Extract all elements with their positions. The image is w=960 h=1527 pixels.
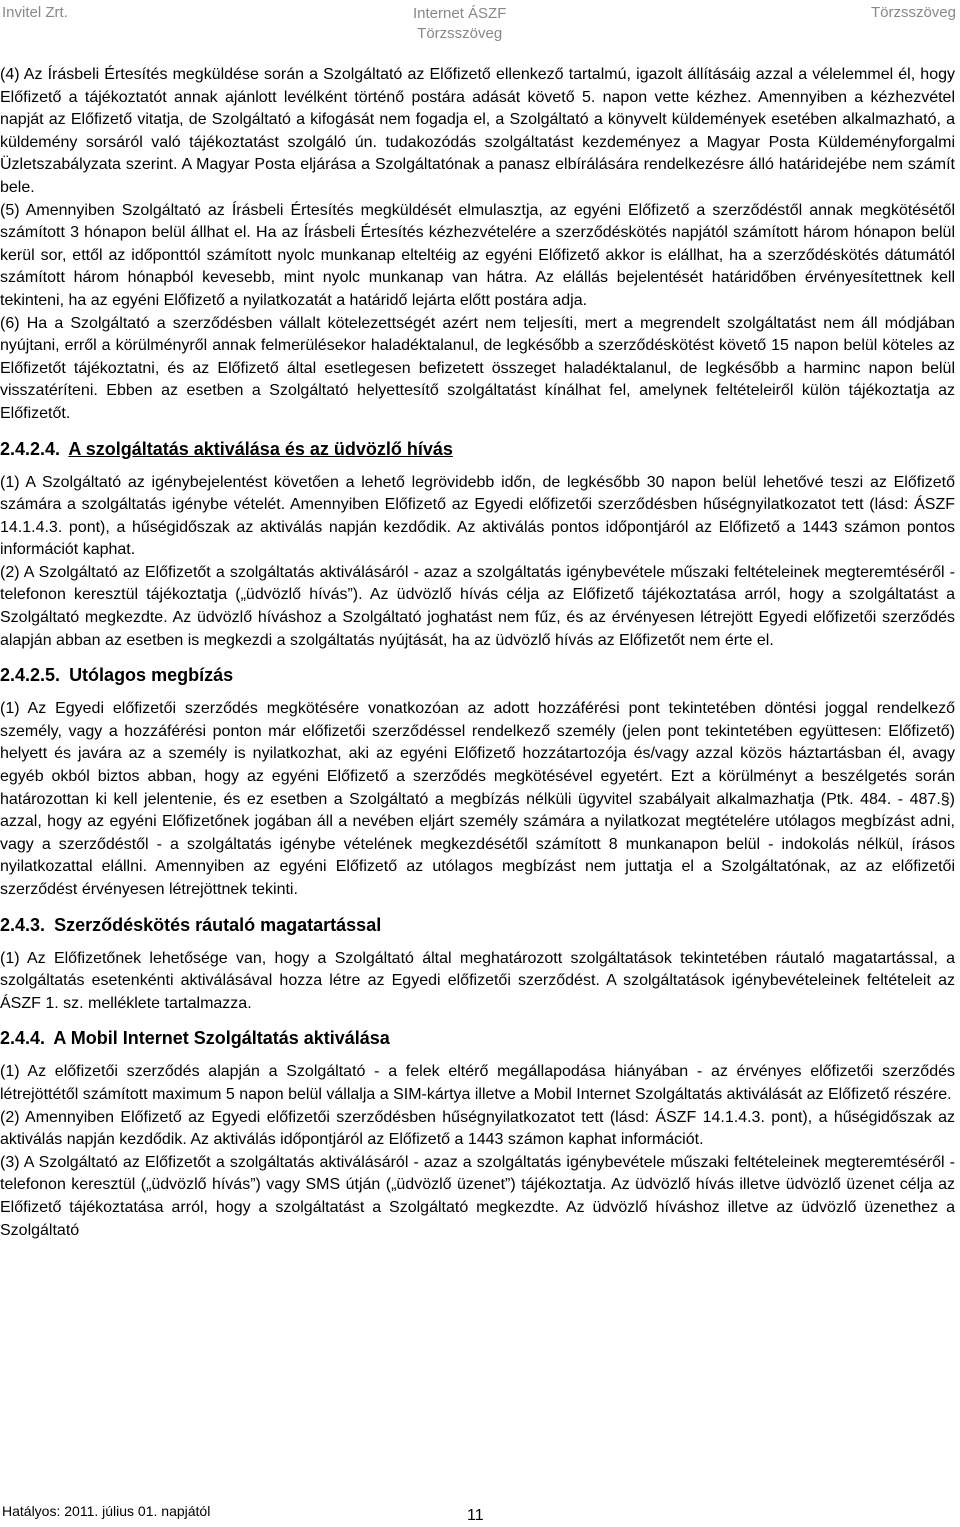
- section-title: Utólagos megbízás: [69, 665, 234, 686]
- section-2424-paragraph-1: (1) A Szolgáltató az igénybejelentést követően a lehető legrövidebb időn, de legkésőbb 30 napon belül lehetővé teszi az Előfizető számára a szolgáltatás igénybe vételét. Amennyiben Előfizető az Egyedi előfizetői szerződésben hűségnyilatkozatot tett (lásd: ÁSZF 14.1.4.3. pont), a hűségidőszak az aktiválás napján kezdődik. Az aktiválás pontos időpontjáról az Előfizető a 1443 számon pontos információt kaphat.: [0, 473, 955, 559]
- header-section-label: Törzsszöveg: [870, 4, 956, 21]
- paragraph-5: (5) Amennyiben Szolgáltató az Írásbeli Értesítés megküldését elmulasztja, az egyéni Előfizető a szerződéstől annak megkötésétől számított 3 hónapon belül állhat el. Ha az Írásbeli Értesítés kézhezvételére a szerződéskötés napjától számított három hónapon belül kerül sor, ettől az időponttól számított nyolc munkanap elteltéig az egyéni Előfizető akkor is elállhat, ha a szerződéskötés dátumától számított három hónapból kevesebb, mint nyolc munkanap van hátra. Az elállás bejelentését határidőben érvényesítettnek kell tekinteni, ha az egyéni Előfizető a nyilatkozatát a határidő lejárta előtt postára adja.: [0, 201, 955, 309]
- section-number: 2.4.3.: [0, 914, 46, 935]
- section-heading-243: [0, 914, 955, 936]
- section-heading-2425: [0, 664, 955, 686]
- section-244-paragraph-1: (1) Az előfizetői szerződés alapján a Szolgáltató - a felek eltérő megállapodása hiányában - az érvényes előfizetői szerződés létrejöttétől számított maximum 5 napon belül vállalja a SIM-kártya illetve a Mobil Internet Szolgáltatás aktiválását az Előfizető részére.: [0, 1063, 955, 1103]
- section-number: 2.4.2.5.: [0, 665, 61, 686]
- section-244-paragraph-2: (2) Amennyiben Előfizető az Egyedi előfizetői szerződésben hűségnyilatkozatot tett (lásd: ÁSZF 14.1.4.3. pont), a hűségidőszak az aktiválás napján kezdődik. Az aktiválás időpontjáról az Előfizető a 1443 számon kaphat információt.: [0, 1108, 955, 1149]
- section-title: A Mobil Internet Szolgáltatás aktiválása: [53, 1028, 390, 1049]
- section-number: 2.4.2.4.: [0, 438, 61, 459]
- section-number: 2.4.4.: [0, 1028, 46, 1049]
- document-body: [0, 64, 955, 1242]
- section-2424-paragraph-2: (2) A Szolgáltató az Előfizetőt a szolgáltatás aktiválásáról - azaz a szolgáltatás igénybevétele műszaki feltételeinek megteremtéséről - telefonon keresztül tájékoztatja („üdvözlő hívás”). Az üdvözlő hívás célja az Előfizető tájékoztatása arról, hogy a szolgáltatást a Szolgáltató megkezdte. Az üdvözlő híváshoz a Szolgáltató joghatást nem fűz, és az érvényesen létrejött Egyedi előfizetői szerződés alapján abban az esetben is megkezdi a szolgáltatás nyújtását, ha az üdvözlő hívás az Előfizetőt nem érte el.: [0, 563, 955, 649]
- section-2425-paragraph-1: (1) Az Egyedi előfizetői szerződés megkötésére vonatkozóan az adott hozzáférési pont tekintetében döntési joggal rendelkező személy, vagy a hozzáférési ponton már előfizetői szerződéssel rendelkező személy (jelen pont tekintetében együttesen: Előfizető) helyett és javára az a személy is nyilatkozhat, aki az egyéni Előfizető hozzátartozója és/vagy azzal közös háztartásban él, avagy egyéb okból biztos abban, hogy az egyéni Előfizető a szerződés megkötésével egyetért. Ezt a körülményt a beszélgetés során határozottan ki kell jelentenie, és ez esetben a Szolgáltató a megbízás nélküli ügyvitel szabályait alkalmazhatja (Ptk. 484. - 487.§) azzal, hogy az egyéni Előfizetőnek jogában áll a nevében eljárt személy számára a nyilatkozat megtételére utólagos megbízást adni, vagy a szerződéstől - a szolgáltatás igénybe vételének megkezdésétől számított 8 munkanapon belül - indokolás nélkül, írásos nyilatkozattal elállni. Amennyiben az egyéni Előfizető az utólagos megbízást nem juttatja el a Szolgáltatónak, az az előfizetői szerződést érvényesen létrejöttnek tekinti.: [0, 700, 955, 898]
- section-243-paragraph-1: (1) Az Előfizetőnek lehetősége van, hogy a Szolgáltató által meghatározott szolgáltatások tekintetében ráutaló magatartással, a szolgáltatás esetenkénti aktiválásával hozza létre az Egyedi előfizetői szerződést. A szolgáltatások igénybevételeinek feltételeit az ÁSZF 1. sz. melléklete tartalmazza.: [0, 949, 955, 1012]
- page-number: 11: [467, 1507, 484, 1524]
- header-document-title: [413, 4, 506, 44]
- section-title: A szolgáltatás aktiválása és az üdvözlő hívás: [68, 438, 453, 459]
- paragraph-6: (6) Ha a Szolgáltató a szerződésben vállalt kötelezettségét azért nem teljesíti, mert a megrendelt szolgáltatást nem áll módjában nyújtani, erről a körülményről annak felmerülésekor haladéktalanul, de legkésőbb a szerződéskötést követő 15 napon belül köteles az Előfizetőt tájékoztatni, és az Előfizető által esetlegesen befizetett összeget haladéktalanul, de legkésőbb a harminc napon belül visszatéríteni. Ebben az esetben a Szolgáltató helyettesítő szolgáltatást kínálhat fel, amelynek feltételeiről külön tájékoztatja az Előfizetőt.: [0, 314, 955, 422]
- page-footer: [0, 1501, 960, 1527]
- header-title-line2: Törzsszöveg: [417, 25, 503, 42]
- section-244-paragraph-3: (3) A Szolgáltató az Előfizetőt a szolgáltatás aktiválásáról - azaz a szolgáltatás igénybevétele műszaki feltételeinek megteremtéséről - telefonon keresztül („üdvözlő hívás”) vagy SMS útján („üdvözlő üzenet”) tájékoztatja. Az üdvözlő hívás illetve üdvözlő üzenet célja az Előfizető tájékoztatása arról, hogy a szolgáltatást a Szolgáltató megkezdte. Az üdvözlő híváshoz illetve az üdvözlő üzenethez a Szolgáltató: [0, 1153, 955, 1239]
- header-company: Invitel Zrt.: [2, 4, 68, 21]
- section-heading-244: [0, 1027, 955, 1049]
- page-header: [0, 0, 960, 50]
- footer-effective-date: Hatályos: 2011. július 01. napjától: [2, 1503, 211, 1519]
- section-heading-2424: [0, 438, 955, 460]
- paragraph-4: (4) Az Írásbeli Értesítés megküldése során a Szolgáltató az Előfizető ellenkező tartalmú, igazolt állításáig azzal a vélelemmel él, hogy Előfizető a tájékoztatót annak ajánlott levélként történő postára adását követő 5. napon vette kézhez. Amennyiben a kézhezvétel napját az Előfizető vitatja, de Szolgáltató a kifogását nem fogadja el, a Szolgáltató a könyvelt küldemények esetében alkalmazható, a küldemény sorsáról való tájékoztatást szolgáló ún. tudakozódás szolgáltatást kezdeményez a Magyar Posta Küldeményforgalmi Üzletszabályzata szerint. A Magyar Posta eljárása a Szolgáltatónak a panasz elbírálására rendelkezésre álló határidejébe nem számít bele.: [0, 66, 955, 196]
- header-title-line1: Internet ÁSZF: [413, 5, 507, 22]
- section-title: Szerződéskötés ráutaló magatartással: [54, 914, 382, 935]
